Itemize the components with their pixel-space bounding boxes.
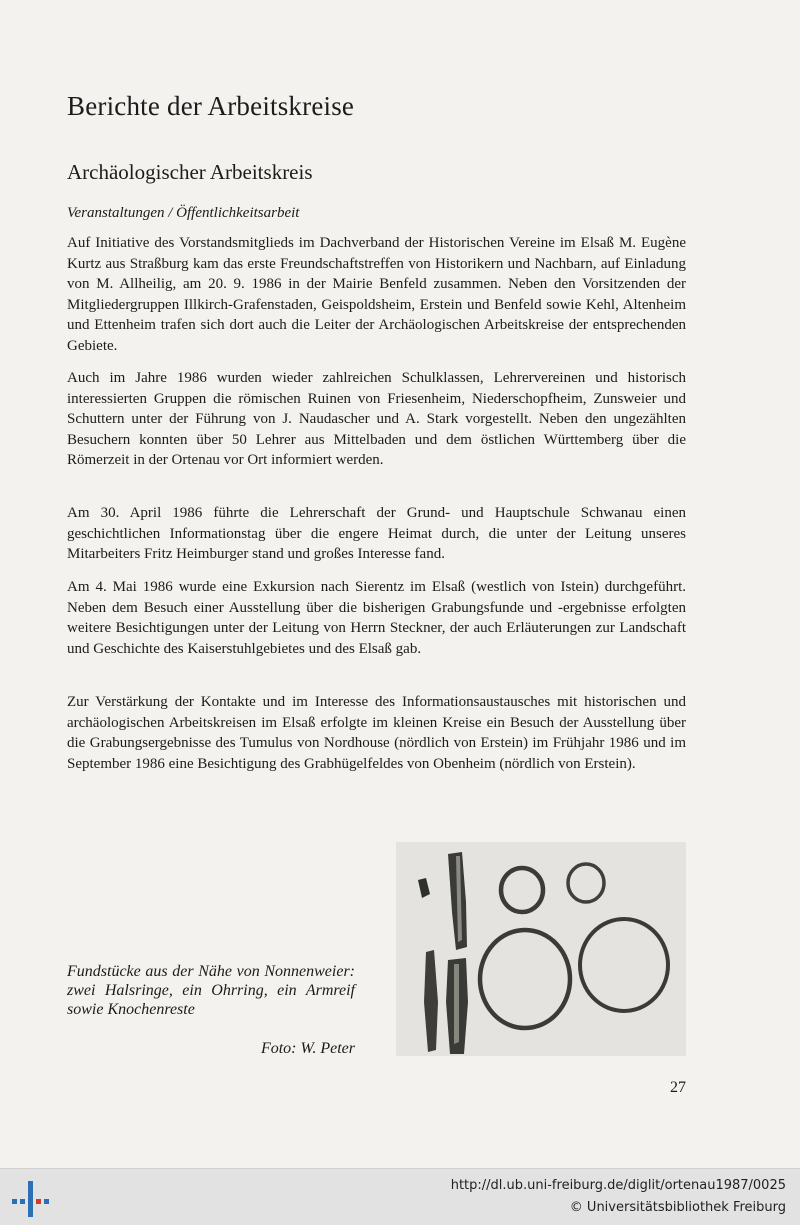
- artifact-photo-image: [396, 842, 686, 1056]
- paragraph-2: Auch im Jahre 1986 wurden wieder zahlreichen Schulklassen, Lehrervereinen und historisch interessierten Gruppen die römischen Ruinen von Friesenheim, Niederschopfheim, Zunsweier und Schuttern unter der Führung von J. Naudascher und A. Stark vorgestellt. Neben den ungezählten Besuchern konnten über 50 Lehrer aus Mittelbaden und dem östlichen Württemberg über die Römerzeit in der Ortenau vor Ort informiert werden.: [67, 370, 686, 469]
- source-url-link[interactable]: http://dl.ub.uni-freiburg.de/diglit/ortenau1987/0025: [450, 1178, 786, 1193]
- paragraph-3: Am 30. April 1986 führte die Lehrerschaft der Grund- und Hauptschule Schwanau einen geschichtlichen Informationstag über die engere Heimat durch, die unter der Leitung unseres Mitarbeiters Fritz Heimburger stand und großes Interesse fand.: [67, 505, 686, 563]
- paragraph-5: Zur Verstärkung der Kontakte und im Interesse des Informationsaustausches mit historischen und archäologischen Arbeitskreisen im Elsaß erfolgte im kleinen Kreise ein Besuch der Ausstellung über die Grabungsergebnisse des Tumulus von Nordhouse (nördlich von Erstein) im Frühjahr 1986 und im September 1986 eine Besichtigung des Grabhügelfeldes von Obenheim (nördlich von Erstein).: [67, 694, 686, 772]
- artifact-photo: [396, 842, 686, 1056]
- section-title: Archäologischer Arbeitskreis: [67, 160, 313, 184]
- photo-caption: Fundstücke aus der Nähe von Nonnenweier: zwei Halsringe, ein Ohrring, ein Armreif sowie Knochenreste: [67, 963, 355, 1018]
- ub-freiburg-logo-icon: [10, 1179, 50, 1219]
- paragraph-1: Auf Initiative des Vorstandsmitglieds im Dachverband der Historischen Vereine im Elsaß M. Eugène Kurtz aus Straßburg kam das erste Freundschaftstreffen von Historikern und Nachbarn, auf Einladung von M. Allheilig, am 20. 9. 1986 in der Mairie Benfeld zusammen. Neben den Vorsitzenden der Mitgliedergruppen Illkirch-Grafenstaden, Geispoldsheim, Erstein und Benfeld sowie Kehl, Altenheim und Ettenheim trafen sich dort auch die Leiter der Archäologischen Arbeitskreise der entsprechenden Gebiete.: [67, 235, 686, 354]
- page-title: Berichte der Arbeitskreise: [67, 91, 355, 121]
- library-footer: [0, 1168, 800, 1225]
- paragraph-4: Am 4. Mai 1986 wurde eine Exkursion nach Sierentz im Elsaß (westlich von Istein) durchgeführt. Neben dem Besuch einer Ausstellung über die bisherigen Grabungsfunde und -ergebnisse erfolgten weitere Besichtigungen unter der Leitung von Herrn Steckner, der auch Erläuterungen zur Landschaft und Geschichte des Kaiserstuhlgebietes und des Elsaß gab.: [67, 579, 686, 657]
- copyright-notice: © Universitätsbibliothek Freiburg: [569, 1200, 786, 1215]
- photo-credit: Foto: W. Peter: [260, 1040, 355, 1057]
- page-number: 27: [670, 1079, 686, 1096]
- subheading: Veranstaltungen / Öffentlichkeitsarbeit: [67, 205, 300, 221]
